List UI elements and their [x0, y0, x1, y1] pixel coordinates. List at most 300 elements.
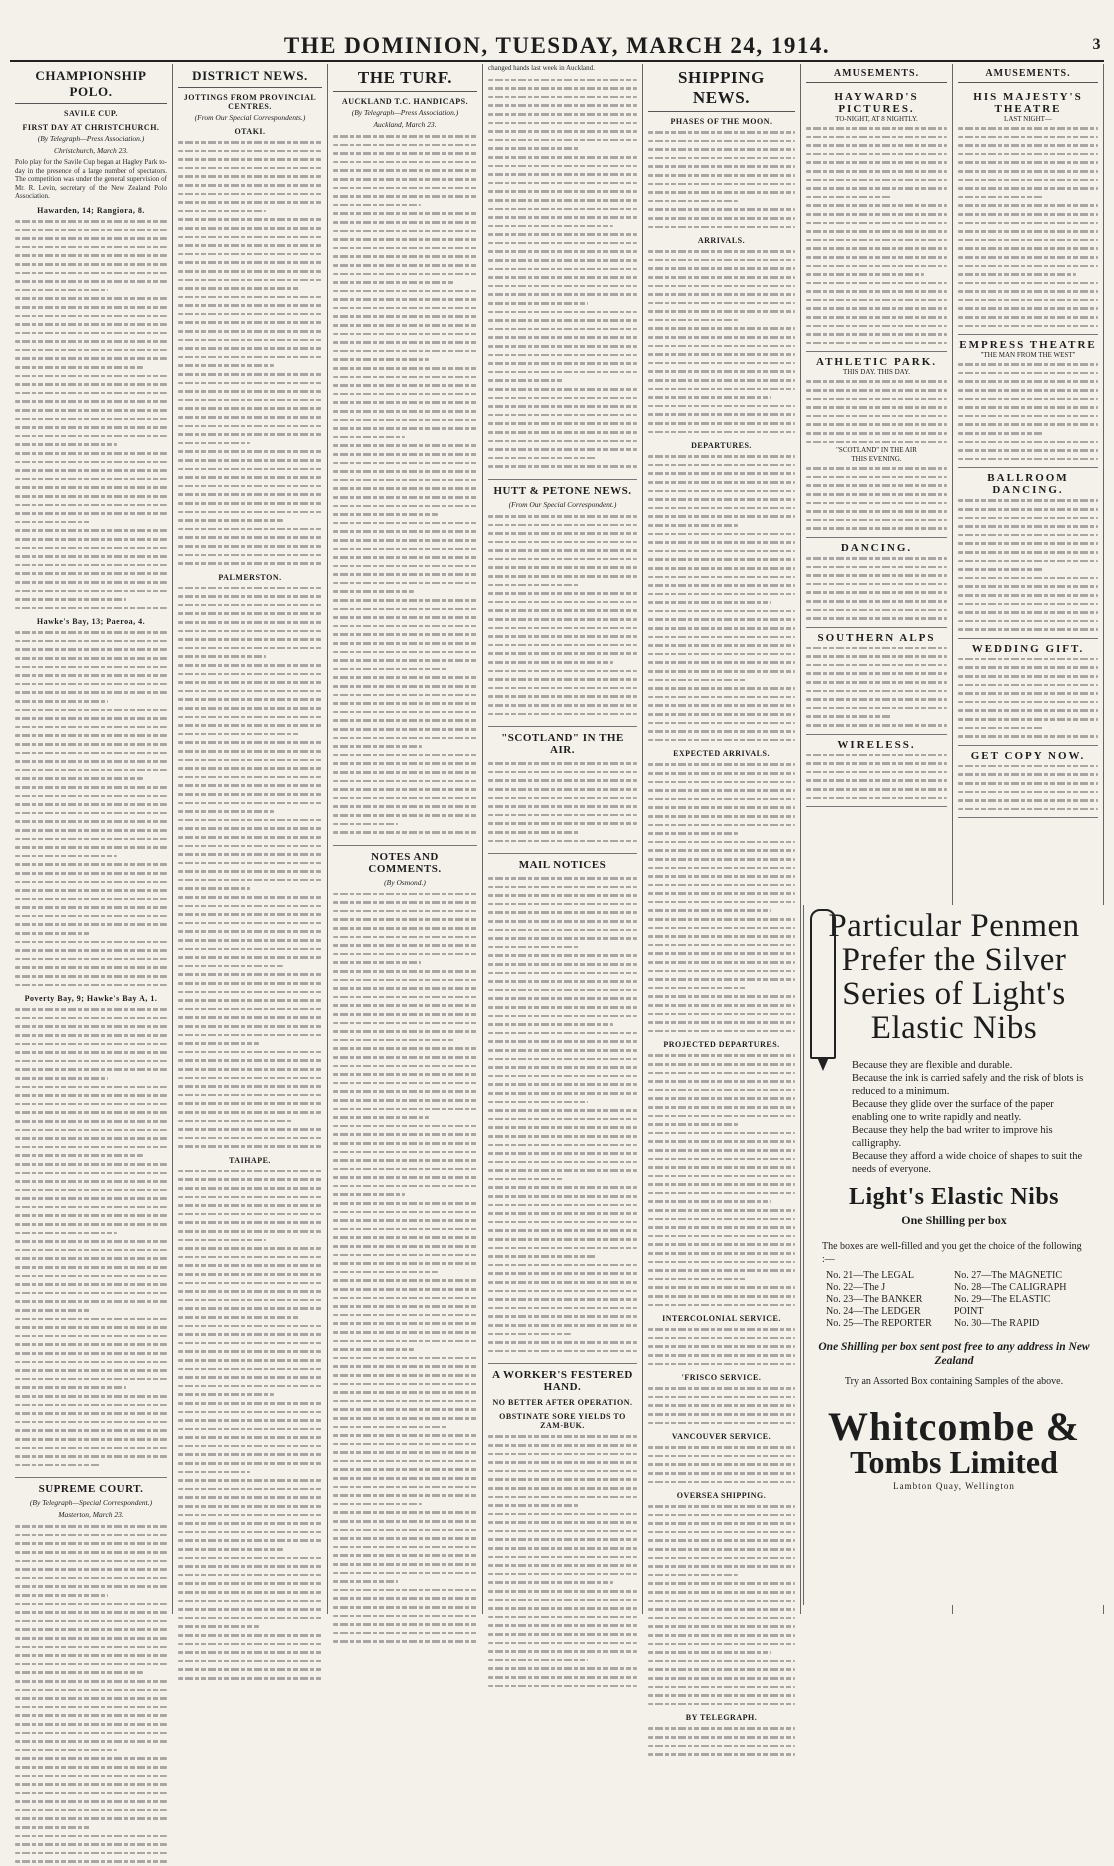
text-line — [648, 487, 795, 496]
text-line — [333, 1139, 477, 1148]
text-line — [806, 339, 947, 348]
text-line — [333, 373, 477, 382]
text-line — [15, 903, 167, 912]
text-line — [648, 795, 795, 804]
text-line — [488, 1664, 637, 1673]
text-line — [806, 571, 947, 580]
body-text-block — [648, 452, 795, 744]
text-line — [806, 193, 892, 202]
text-line — [488, 1055, 637, 1064]
text-line — [648, 1724, 795, 1733]
text-line — [178, 945, 322, 954]
text-line — [648, 1469, 795, 1478]
text-line — [333, 630, 477, 639]
text-line — [15, 1203, 167, 1212]
text-line — [333, 1440, 477, 1449]
text-line — [178, 447, 322, 456]
text-line — [333, 1036, 454, 1045]
text-line — [648, 1536, 795, 1545]
text-line — [806, 219, 947, 228]
text-line — [15, 1332, 167, 1341]
article-byline: (From Our Special Correspondent.) — [508, 499, 617, 509]
text-line — [178, 1485, 322, 1494]
text-line — [15, 1797, 167, 1806]
text-line — [488, 1561, 637, 1570]
text-line — [648, 984, 746, 993]
oversea-shipping-table — [648, 1502, 795, 1708]
text-line — [488, 1432, 637, 1441]
text-line — [15, 269, 167, 278]
text-line — [488, 546, 637, 555]
text-line — [958, 548, 1098, 557]
text-line — [488, 883, 637, 892]
text-line — [333, 1603, 477, 1612]
text-line — [15, 1677, 167, 1686]
text-line — [648, 949, 795, 958]
text-line — [178, 644, 322, 653]
text-line — [648, 197, 738, 206]
text-line — [648, 650, 795, 659]
text-line — [958, 591, 1098, 600]
text-line — [178, 618, 322, 627]
text-line — [15, 1349, 167, 1358]
text-line — [15, 878, 167, 887]
text-line — [333, 950, 477, 959]
text-line — [178, 422, 322, 431]
text-line — [333, 1577, 398, 1586]
text-line — [488, 101, 637, 110]
text-line — [648, 727, 795, 736]
text-line — [333, 261, 477, 270]
text-line — [488, 828, 579, 837]
text-line — [648, 581, 795, 590]
text-line — [648, 1528, 795, 1537]
text-line — [488, 359, 637, 368]
text-line — [648, 1443, 795, 1452]
text-line — [15, 740, 167, 749]
text-line — [806, 304, 947, 313]
text-line — [648, 967, 795, 976]
nib-item: No. 25—The REPORTER — [826, 1318, 932, 1329]
text-line — [333, 1586, 477, 1595]
text-line — [15, 1358, 167, 1367]
text-line — [648, 1180, 795, 1189]
text-line — [333, 639, 477, 648]
article-heading: "SCOTLAND" IN THE AIR. — [488, 726, 637, 756]
text-line — [178, 850, 322, 859]
text-line — [488, 110, 637, 119]
text-line — [15, 483, 167, 492]
text-line — [958, 167, 1098, 176]
text-line — [648, 1579, 795, 1588]
text-line — [488, 598, 637, 607]
text-line — [488, 136, 637, 145]
text-line — [648, 402, 795, 411]
text-line — [178, 764, 322, 773]
text-line — [15, 1375, 167, 1384]
text-line — [333, 227, 477, 236]
text-line — [333, 1259, 477, 1268]
text-line — [15, 432, 167, 441]
text-line — [958, 270, 1076, 279]
text-line — [648, 658, 795, 667]
text-line — [333, 1362, 477, 1371]
text-line — [178, 1579, 322, 1588]
text-line — [648, 607, 795, 616]
text-line — [488, 462, 637, 471]
text-line — [648, 393, 771, 402]
text-line — [488, 512, 637, 521]
text-line — [15, 955, 167, 964]
text-line — [488, 917, 637, 926]
text-line — [958, 805, 1098, 814]
article-heading: HUTT & PETONE NEWS. — [488, 479, 637, 497]
text-line — [488, 994, 637, 1003]
text-line — [488, 325, 637, 334]
text-line — [15, 544, 167, 553]
text-line — [15, 1091, 167, 1100]
page-number: 3 — [1092, 36, 1102, 53]
text-line — [178, 1322, 322, 1331]
text-line — [333, 390, 477, 399]
text-line — [488, 1244, 637, 1253]
text-line — [806, 597, 947, 606]
text-line — [333, 1354, 477, 1363]
text-line — [648, 1018, 795, 1027]
text-line — [333, 1629, 477, 1638]
text-line — [488, 1347, 637, 1356]
text-line — [488, 247, 637, 256]
text-line — [15, 1134, 167, 1143]
text-line — [488, 1063, 637, 1072]
text-line — [958, 420, 1098, 429]
text-line — [178, 859, 322, 868]
text-line — [488, 273, 637, 282]
reason-line: Because they afford a wide choice of shapes to suit the needs of everyone. — [852, 1151, 1083, 1175]
text-line — [15, 1401, 167, 1410]
section-subheading: OVERSEA SHIPPING. — [676, 1491, 767, 1501]
text-line — [648, 1419, 795, 1428]
text-line — [488, 385, 637, 394]
text-line — [333, 1122, 477, 1131]
text-line — [15, 423, 167, 432]
text-line — [648, 299, 795, 308]
text-line — [333, 1551, 477, 1560]
text-line — [178, 1210, 322, 1219]
text-line — [648, 701, 795, 710]
text-line — [15, 817, 167, 826]
text-line — [958, 565, 1043, 574]
body-text-block — [333, 890, 477, 1646]
text-line — [648, 1750, 795, 1759]
place-heading: TAIHAPE. — [229, 1155, 271, 1165]
text-line — [488, 529, 637, 538]
text-line — [178, 1622, 259, 1631]
text-line — [648, 812, 795, 821]
text-line — [178, 525, 322, 534]
text-line — [15, 1117, 167, 1126]
amusement-advert — [806, 352, 947, 538]
amusement-advert — [958, 746, 1098, 819]
text-line — [958, 227, 1098, 236]
text-line — [648, 1077, 795, 1086]
text-line — [806, 296, 947, 305]
text-line — [178, 147, 322, 156]
text-line — [806, 669, 947, 678]
text-line — [178, 1373, 322, 1382]
body-text-block — [958, 124, 1098, 330]
text-line — [15, 1418, 167, 1427]
text-line — [333, 1251, 477, 1260]
text-line — [178, 318, 322, 327]
text-line — [958, 625, 1098, 634]
text-line — [333, 1062, 477, 1071]
text-line — [333, 364, 477, 373]
advert-intro: The boxes are well-filled and you get the choice of the following :— — [822, 1241, 1082, 1265]
text-line — [178, 1201, 322, 1210]
text-line — [15, 1806, 167, 1815]
text-line — [178, 1665, 322, 1674]
text-line — [648, 590, 795, 599]
text-line — [806, 606, 947, 615]
text-line — [333, 321, 477, 330]
text-line — [333, 510, 438, 519]
text-line — [333, 338, 477, 347]
text-line — [178, 756, 322, 765]
text-line — [333, 519, 477, 528]
body-text-block — [648, 760, 795, 1035]
text-line — [488, 692, 637, 701]
advert-price: One Shilling per box — [901, 1213, 1007, 1227]
text-line — [333, 759, 477, 768]
text-line — [15, 663, 167, 672]
text-line — [15, 234, 167, 243]
text-line — [15, 1711, 167, 1720]
text-line — [648, 778, 795, 787]
text-line — [648, 1742, 795, 1751]
text-line — [648, 786, 795, 795]
text-line — [488, 1020, 613, 1029]
text-line — [178, 1450, 322, 1459]
text-line — [178, 988, 322, 997]
text-line — [488, 710, 637, 719]
text-line — [178, 773, 322, 782]
text-line — [333, 1302, 477, 1311]
text-line — [15, 706, 167, 715]
text-line — [648, 1301, 795, 1310]
reason-line: Because the ink is carried safely and the risk of blots is reduced to a minimum. — [852, 1073, 1084, 1097]
text-line — [958, 715, 1098, 724]
text-line — [333, 941, 477, 950]
text-line — [806, 644, 947, 653]
text-line — [178, 1605, 322, 1614]
text-line — [488, 333, 637, 342]
section-subheading: INTERCOLONIAL SERVICE. — [662, 1314, 781, 1324]
text-line — [648, 1240, 795, 1249]
text-line — [178, 1022, 322, 1031]
text-line — [648, 1657, 795, 1666]
text-line — [178, 533, 322, 542]
text-line — [178, 704, 322, 713]
text-line — [333, 1500, 422, 1509]
advert-reasons — [852, 1059, 1088, 1176]
text-line — [178, 413, 322, 422]
text-line — [806, 490, 947, 499]
text-line — [648, 769, 795, 778]
text-line — [488, 196, 637, 205]
text-line — [15, 552, 167, 561]
text-line — [806, 554, 947, 563]
text-line — [15, 1668, 143, 1677]
text-line — [15, 972, 167, 981]
text-line — [806, 464, 947, 473]
text-line — [333, 673, 477, 682]
text-line — [178, 609, 322, 618]
text-line — [15, 346, 167, 355]
text-line — [15, 372, 167, 381]
text-line — [15, 1229, 117, 1238]
company-name: Whitcombe & — [827, 1404, 1081, 1449]
text-line — [15, 1246, 167, 1255]
text-line — [333, 1225, 477, 1234]
text-line — [958, 210, 1098, 219]
text-line — [648, 667, 795, 676]
text-line — [333, 1285, 477, 1294]
text-line — [178, 1313, 299, 1322]
text-line — [15, 518, 91, 527]
text-line — [488, 1098, 588, 1107]
text-line — [488, 632, 637, 641]
text-line — [15, 1763, 167, 1772]
text-line — [178, 490, 322, 499]
text-line — [333, 993, 477, 1002]
text-line — [488, 768, 637, 777]
advert-title: WEDDING GIFT. — [971, 642, 1085, 655]
text-line — [15, 1297, 167, 1306]
text-line — [488, 759, 637, 768]
text-line — [488, 1510, 637, 1519]
text-line — [648, 624, 795, 633]
text-line — [648, 512, 795, 521]
text-line — [648, 1112, 795, 1121]
text-line — [178, 1279, 322, 1288]
text-line — [488, 934, 637, 943]
text-line — [333, 184, 477, 193]
text-line — [178, 687, 322, 696]
body-text-block — [488, 1432, 637, 1690]
text-line — [648, 1511, 795, 1520]
text-line — [648, 1622, 795, 1631]
text-line — [15, 294, 167, 303]
text-line — [806, 287, 947, 296]
advert-line: TO-NIGHT, AT 8 NIGHTLY. — [835, 115, 918, 123]
text-line — [15, 1591, 108, 1600]
text-line — [333, 416, 477, 425]
text-line — [488, 1493, 637, 1502]
text-line — [333, 1113, 429, 1122]
text-line — [488, 572, 637, 581]
text-line — [648, 872, 795, 881]
text-line — [15, 680, 167, 689]
text-line — [648, 1605, 795, 1614]
text-line — [15, 1194, 167, 1203]
text-line — [806, 516, 947, 525]
tide-table — [648, 128, 795, 231]
text-line — [15, 337, 167, 346]
text-line — [178, 884, 250, 893]
text-line — [15, 449, 167, 458]
text-line — [806, 386, 947, 395]
text-line — [333, 1173, 477, 1182]
text-line — [178, 661, 322, 670]
text-line — [333, 958, 421, 967]
text-line — [648, 573, 795, 582]
body-text-block — [488, 874, 637, 1355]
text-line — [958, 762, 1098, 771]
section-subheading: DEPARTURES. — [691, 441, 752, 451]
text-line — [488, 1072, 637, 1081]
text-line — [178, 919, 322, 928]
text-line — [806, 279, 947, 288]
text-line — [958, 796, 1098, 805]
text-line — [15, 1143, 167, 1152]
text-line — [333, 716, 477, 725]
text-line — [15, 569, 167, 578]
advert-line: "SCOTLAND" IN THE AIR — [836, 446, 917, 455]
text-line — [648, 1094, 795, 1103]
text-line — [488, 1209, 637, 1218]
text-line — [648, 469, 795, 478]
text-line — [333, 890, 477, 899]
text-line — [333, 967, 477, 976]
text-line — [488, 153, 637, 162]
section-subheading: PHASES OF THE MOON. — [670, 117, 773, 126]
text-line — [958, 150, 1098, 159]
text-line — [15, 1574, 167, 1583]
text-line — [488, 1501, 579, 1510]
text-line — [178, 1674, 322, 1683]
text-line — [488, 394, 637, 403]
text-line — [488, 1647, 637, 1656]
text-line — [15, 1323, 167, 1332]
text-line — [958, 369, 1098, 378]
column-shipping — [643, 64, 801, 1723]
text-line — [806, 759, 947, 768]
text-line — [648, 1249, 795, 1258]
text-line — [648, 1137, 795, 1146]
text-line — [15, 260, 167, 269]
text-line — [15, 1548, 167, 1557]
nib-list — [826, 1270, 1082, 1330]
text-line — [488, 1475, 637, 1484]
body-text-block — [806, 377, 947, 446]
text-line — [15, 723, 167, 732]
text-line — [806, 524, 947, 533]
text-line — [15, 1048, 167, 1057]
text-line — [333, 244, 477, 253]
text-line — [648, 958, 795, 967]
text-line — [333, 1199, 477, 1208]
text-line — [178, 430, 322, 439]
text-line — [15, 843, 167, 852]
text-line — [178, 670, 322, 679]
text-line — [958, 287, 1098, 296]
text-line — [806, 776, 947, 785]
text-line — [488, 1295, 637, 1304]
text-line — [806, 124, 947, 133]
text-line — [178, 1365, 322, 1374]
text-line — [178, 516, 283, 525]
